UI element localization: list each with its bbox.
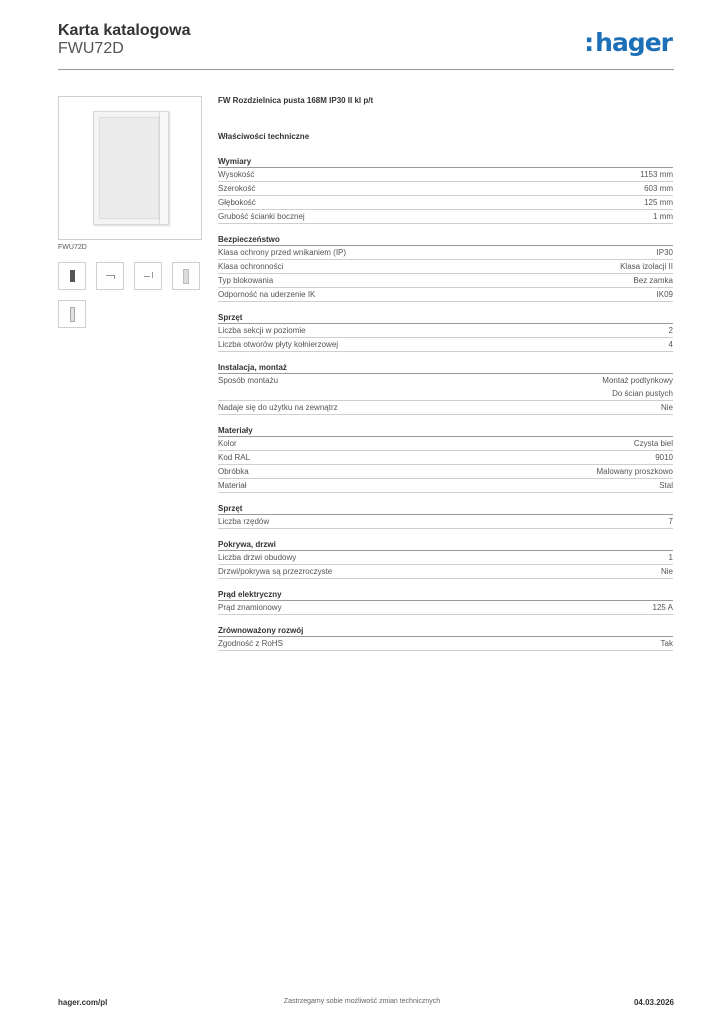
spec-value: 1153 mm	[640, 170, 673, 179]
spec-value: IP30	[656, 248, 673, 257]
spec-label: Wysokość	[218, 170, 255, 179]
spec-section	[218, 539, 673, 579]
spec-label: Liczba drzwi obudowy	[218, 553, 297, 562]
spec-value: Klasa izolacji II	[620, 262, 673, 271]
spec-row	[218, 210, 673, 224]
spec-section	[218, 234, 673, 302]
spec-label: Sposób montażu	[218, 376, 279, 385]
thumbnail-front-view[interactable]	[58, 262, 86, 290]
spec-label: Klasa ochronności	[218, 262, 284, 271]
spec-row	[218, 515, 673, 529]
spec-row	[218, 168, 673, 182]
spec-section-title: Zrównoważony rozwój	[218, 625, 673, 637]
product-code: FWU72D	[58, 40, 124, 57]
spec-section	[218, 589, 673, 615]
spec-label: Materiał	[218, 481, 247, 490]
spec-value: 1	[668, 553, 673, 562]
spec-value: 2	[668, 326, 673, 335]
spec-label: Kolor	[218, 439, 237, 448]
spec-row	[218, 288, 673, 302]
spec-row	[218, 601, 673, 615]
spec-section-title: Wymiary	[218, 156, 673, 168]
spec-row	[218, 374, 673, 401]
spec-value: Malowany proszkowo	[596, 467, 673, 476]
spec-row	[218, 324, 673, 338]
spec-row	[218, 260, 673, 274]
spec-label: Typ blokowania	[218, 276, 274, 285]
footer-website-link[interactable]: hager.com/pl	[58, 998, 108, 1007]
spec-value: Nie	[660, 403, 673, 412]
cabinet-illustration	[93, 111, 169, 225]
spec-label: Zgodność z RoHS	[218, 639, 283, 648]
spec-value: Tak	[660, 639, 673, 648]
spec-label: Prąd znamionowy	[218, 603, 282, 612]
footer-date: 04.03.2026	[633, 998, 674, 1007]
spec-label: Liczba sekcji w poziomie	[218, 326, 306, 335]
technical-properties-heading: Właściwości techniczne	[218, 132, 310, 141]
product-name: FW Rozdzielnica pusta 168M IP30 II kl p/t	[218, 96, 374, 105]
thumbnail-detail-view[interactable]	[58, 300, 86, 328]
spec-label: Kod RAL	[218, 453, 251, 462]
logo-text: hager	[595, 28, 672, 57]
spec-row	[218, 338, 673, 352]
spec-value: Montaż podtynkowy Do ścian pustych	[602, 376, 673, 398]
spec-value: Nie	[660, 567, 673, 576]
spec-section	[218, 156, 673, 224]
spec-value: 1 mm	[653, 212, 673, 221]
spec-value: 125 A	[652, 603, 673, 612]
header-divider	[58, 69, 674, 70]
thumbnail-open-view[interactable]	[172, 262, 200, 290]
page-header	[58, 22, 674, 70]
spec-value: 4	[668, 340, 673, 349]
cabinet-interior	[99, 117, 159, 219]
spec-row	[218, 182, 673, 196]
spec-row	[218, 401, 673, 415]
spec-value: 603 mm	[644, 184, 673, 193]
spec-value: 125 mm	[644, 198, 673, 207]
spec-row	[218, 551, 673, 565]
spec-row	[218, 565, 673, 579]
footer-disclaimer: Zastrzegamy sobie możliwość zmian technicznych	[283, 998, 441, 1005]
spec-section-title: Pokrywa, drzwi	[218, 539, 673, 551]
spec-section-title: Materiały	[218, 425, 673, 437]
logo-colon: :	[584, 28, 595, 57]
spec-label: Odporność na uderzenie IK	[218, 290, 316, 299]
spec-section-title: Sprzęt	[218, 312, 673, 324]
spec-label: Nadaje się do użytku na zewnątrz	[218, 403, 338, 412]
spec-row	[218, 451, 673, 465]
spec-label: Liczba rzędów	[218, 517, 270, 526]
document-title: Karta katalogowa	[58, 22, 191, 39]
spec-row	[218, 246, 673, 260]
spec-section-title: Prąd elektryczny	[218, 589, 673, 601]
spec-section-title: Instalacja, montaż	[218, 362, 673, 374]
spec-row	[218, 196, 673, 210]
spec-row	[218, 479, 673, 493]
thumbnail-side-drawing[interactable]	[134, 262, 162, 290]
spec-label: Klasa ochrony przed wnikaniem (IP)	[218, 248, 347, 257]
spec-section-title: Sprzęt	[218, 503, 673, 515]
spec-section	[218, 503, 673, 529]
spec-value: 9010	[655, 453, 673, 462]
spec-row	[218, 274, 673, 288]
spec-row	[218, 637, 673, 651]
spec-value: Stal	[659, 481, 673, 490]
spec-label: Szerokość	[218, 184, 256, 193]
hager-logo	[584, 28, 672, 57]
product-image[interactable]	[58, 96, 202, 240]
spec-section	[218, 362, 673, 415]
thumbnail-dimension-drawing[interactable]	[96, 262, 124, 290]
spec-label: Grubość ścianki bocznej	[218, 212, 305, 221]
cabinet-door	[159, 112, 168, 224]
spec-table	[218, 156, 673, 661]
spec-value: Bez zamka	[633, 276, 673, 285]
spec-row	[218, 465, 673, 479]
spec-value: IK09	[656, 290, 673, 299]
spec-section-title: Bezpieczeństwo	[218, 234, 673, 246]
spec-label: Liczba otworów płyty kołnierzowej	[218, 340, 339, 349]
spec-section	[218, 625, 673, 651]
image-caption: FWU72D	[58, 244, 87, 251]
spec-label: Głębokość	[218, 198, 256, 207]
spec-value: 7	[668, 517, 673, 526]
spec-section	[218, 425, 673, 493]
spec-label: Drzwi/pokrywa są przezroczyste	[218, 567, 333, 576]
spec-value: Czysta biel	[633, 439, 673, 448]
spec-section	[218, 312, 673, 352]
spec-label: Obróbka	[218, 467, 249, 476]
spec-row	[218, 437, 673, 451]
